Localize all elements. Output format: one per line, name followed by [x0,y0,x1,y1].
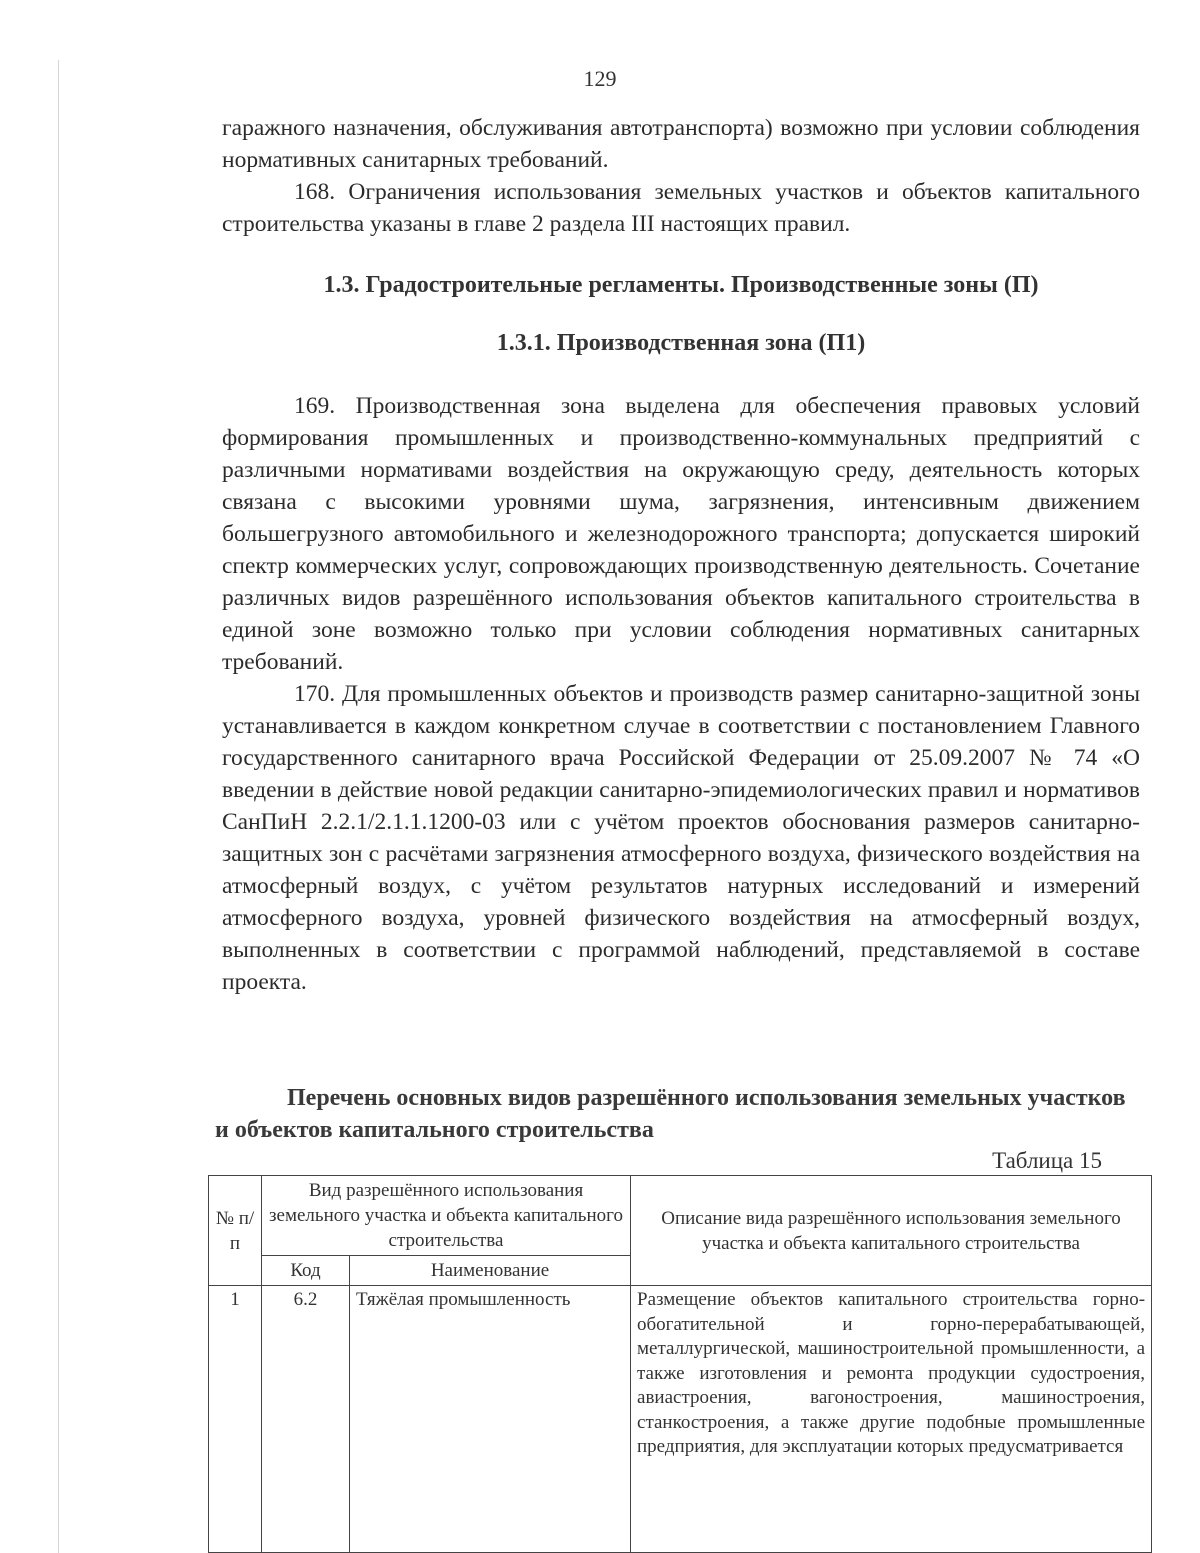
paragraph-continuation: гаражного назначения, обслуживания автотранспорта) возможно при условии соблюдения нормативных санитарных требований. [222,115,1140,173]
cell-name: Тяжёлая промышленность [350,1286,631,1553]
cell-number: 1 [209,1286,262,1553]
top-text-block [222,112,1140,240]
header-code: Код [262,1256,350,1286]
header-description: Описание вида разрешённого использования земельного участка и объекта капитального строительства [631,1176,1152,1286]
header-kind-group: Вид разрешённого использования земельного участка и объекта капитального строительства [262,1176,631,1256]
page-number: 129 [583,66,617,91]
permitted-use-table [208,1175,1152,1553]
table-title: Перечень основных видов разрешённого использования земельных участков и объектов капитального строительства [215,1085,1126,1143]
table-number: Таблица 15 [992,1148,1102,1173]
subsection-heading: 1.3.1. Производственная зона (П1) [496,330,866,356]
paragraph-169: 169. Производственная зона выделена для обеспечения правовых условий формирования промышленных и производственно-коммунальных предприятий с различными нормативами воздействия на окружающую среду, деятельность которых связана с высокими уровнями шума, загрязнения, интенсивным движением большегрузного автомобильного и железнодорожного транспорта; допускается широкий спектр коммерческих услуг, сопровождающих производственную деятельность. Сочетание различных видов разрешённого использования объектов капитального строительства в единой зоне возможно только при условии соблюдения нормативных санитарных требований. [222,393,1140,675]
table-row [209,1286,1152,1553]
paragraph-168: 168. Ограничения использования земельных участков и объектов капитального строительства указаны в главе 2 раздела III настоящих правил. [222,179,1140,237]
page-left-edge [58,60,59,1553]
section-heading: 1.3. Градостроительные регламенты. Производственные зоны (П) [323,272,1039,298]
header-name: Наименование [350,1256,631,1286]
middle-text-block [222,390,1140,998]
header-number: № п/п [209,1176,262,1286]
cell-description: Размещение объектов капитального строительства горно-обогатительной и горно-перерабатывающей, металлургической, машиностроительной промышленности, а также изготовления и ремонта продукции судостроения, авиастроения, вагоностроения, машиностроения, станкостроения, а также другие подобные промышленные предприятия, для эксплуатации которых предусматривается [631,1286,1152,1553]
paragraph-170: 170. Для промышленных объектов и производств размер санитарно-защитной зоны устанавливается в каждом конкретном случае в соответствии с постановлением Главного государственного санитарного врача Российской Федерации от 25.09.2007 № 74 «О введении в действие новой редакции санитарно-эпидемиологических правил и нормативов СанПиН 2.2.1/2.1.1.1200-03 или с учётом проектов обоснования размеров санитарно-защитных зон с расчётами загрязнения атмосферного воздуха, физического воздействия на атмосферный воздух, с учётом результатов натурных исследований и измерений атмосферного воздуха, уровней физического воздействия на атмосферный воздух, выполненных в соответствии с программой наблюдений, представляемой в составе проекта. [222,681,1140,995]
table-header-row [209,1176,1152,1256]
cell-code: 6.2 [262,1286,350,1553]
